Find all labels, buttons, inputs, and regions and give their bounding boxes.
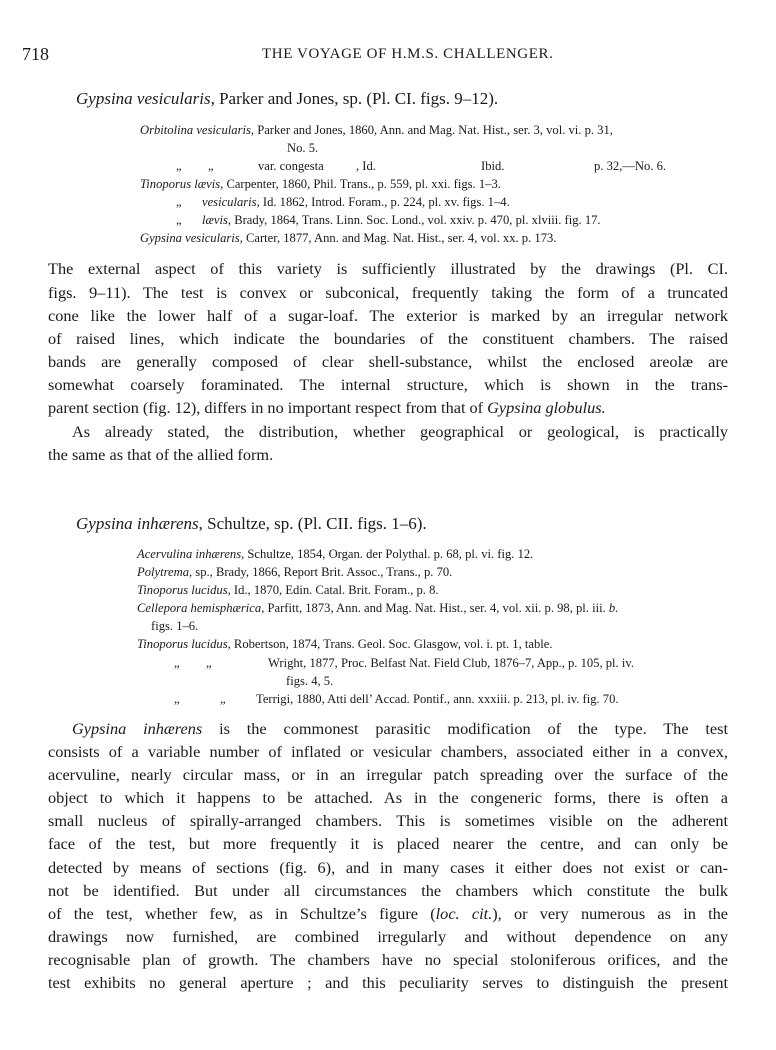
- synonym-name: lævis: [202, 213, 228, 227]
- ditto-mark: „: [176, 159, 182, 173]
- body-line: acervuline, nearly circular mass, or in an irregular patch spreading over the surface of the: [48, 765, 728, 784]
- ditto-mark: „: [208, 159, 214, 173]
- page-number: 718: [22, 44, 49, 64]
- body-line: As already stated, the distribution, whether geographical or geological, is practically: [72, 422, 728, 441]
- synonym-name: Cellepora hemisphærica: [137, 601, 262, 615]
- species-name: Gypsina inhærens: [76, 514, 199, 533]
- synonym-line: [140, 229, 556, 247]
- synonym-line: [140, 121, 613, 139]
- synonym-ref-italic: b.: [608, 601, 619, 615]
- species-heading-inhaerens: [76, 514, 427, 534]
- synonym-name: Tinoporus lucidus: [137, 637, 228, 651]
- synonym-name: Tinoporus lucidus: [137, 583, 228, 597]
- body-line: The external aspect of this variety is sufficiently illustrated by the drawings (Pl. CI.: [48, 259, 728, 278]
- synonym-name: Tinoporus lævis: [140, 177, 221, 191]
- synonym-ref: , Robertson, 1874, Trans. Geol. Soc. Glasgow, vol. i. pt. 1, table.: [227, 637, 553, 651]
- synonym-line: [137, 545, 533, 563]
- synonym-name: Polytrema: [137, 565, 189, 579]
- synonym-ref: , Brady, 1864, Trans. Linn. Soc. Lond., vol. xxiv. p. 470, pl. xlviii. fig. 17.: [227, 213, 601, 227]
- body-line: small nucleus of spirally-arranged chambers. This is sometimes visible on the adherent: [48, 811, 728, 830]
- synonym-ref: , Id.: [356, 159, 376, 173]
- synonym-line: [137, 635, 553, 653]
- body-text: is the commonest parasitic modification of the type. The test: [202, 719, 729, 738]
- synonym-line: [174, 690, 619, 708]
- synonym-name: Orbitolina vesicularis: [140, 123, 251, 137]
- synonym-ref: , Id. 1862, Introd. Foram., p. 224, pl. xv. figs. 1–4.: [256, 195, 510, 209]
- synonym-line: [287, 139, 318, 157]
- synonym-ref: figs. 4, 5.: [286, 674, 334, 688]
- synonym-page: p. 32,—No. 6.: [594, 159, 667, 173]
- body-line: drawings now furnished, are combined irregularly and without dependence on any: [48, 927, 728, 946]
- synonym-line: [176, 157, 716, 175]
- body-line: [48, 398, 728, 418]
- body-line: cone like the lower half of a sugar-loaf. The exterior is marked by an irregular network: [48, 306, 728, 325]
- body-line: somewhat coarsely foraminated. The internal structure, which is shown in the trans-: [48, 375, 728, 394]
- synonym-line: [174, 654, 634, 672]
- body-line: figs. 9–11). The test is convex or subconical, frequently taking the form of a truncated: [48, 283, 728, 302]
- body-line: not be identified. But under all circumstances the chambers which constitute the bulk: [48, 881, 728, 900]
- synonym-name: var. congesta: [258, 159, 324, 173]
- synonym-line: [286, 672, 333, 690]
- synonym-name: Gypsina vesicularis: [140, 231, 240, 245]
- synonym-ref: , sp., Brady, 1866, Report Brit. Assoc., Trans., p. 70.: [189, 565, 453, 579]
- synonym-ref: Terrigi, 1880, Atti dell’ Accad. Pontif., ann. xxxiii. p. 213, pl. iv. fig. 70.: [256, 692, 619, 706]
- running-head: THE VOYAGE OF H.M.S. CHALLENGER.: [262, 46, 554, 62]
- body-line: test exhibits no general aperture ; and this peculiarity serves to distinguish the present: [48, 973, 728, 992]
- species-ref: Gypsina globulus.: [487, 398, 606, 417]
- body-line: object to which it happens to be attached. As in the congeneric forms, there is often a: [48, 788, 728, 807]
- body-line: detected by means of sections (fig. 6), and in many cases it either does not exist or can-: [48, 858, 728, 877]
- body-line: consists of a variable number of inflated or vesicular chambers, associated either in a convex,: [48, 742, 728, 761]
- body-line: [72, 719, 728, 739]
- synonym-ref: , Carpenter, 1860, Phil. Trans., p. 559, pl. xxi. figs. 1–3.: [220, 177, 501, 191]
- synonym-ref: figs. 1–6.: [151, 619, 199, 633]
- body-line: recognisable plan of growth. The chambers have no special stoloniferous orifices, and the: [48, 950, 728, 969]
- species-name: Gypsina vesicularis: [76, 89, 211, 108]
- ditto-mark: „: [176, 195, 182, 209]
- species-authority: , Parker and Jones, sp. (Pl. CI. figs. 9–12).: [210, 89, 499, 108]
- synonym-name: vesicularis: [202, 195, 257, 209]
- body-line: [48, 904, 728, 924]
- body-line: bands are generally composed of clear shell-substance, whilst the enclosed areolæ are: [48, 352, 728, 371]
- synonym-ref: , Parfitt, 1873, Ann. and Mag. Nat. Hist., ser. 4, vol. xii. p. 98, pl. iii.: [261, 601, 609, 615]
- ibid: Ibid.: [481, 159, 505, 173]
- species-ref: Gypsina inhærens: [72, 719, 203, 738]
- species-heading-vesicularis: [76, 89, 498, 109]
- synonym-ref: , Carter, 1877, Ann. and Mag. Nat. Hist., ser. 4, vol. xx. p. 173.: [239, 231, 557, 245]
- synonym-line: [151, 617, 198, 635]
- synonym-line: [137, 599, 618, 617]
- ditto-mark: „: [206, 656, 212, 670]
- synonym-ref: , Schultze, 1854, Organ. der Polythal. p. 68, pl. vi. fig. 12.: [241, 547, 534, 561]
- synonym-ref: , Parker and Jones, 1860, Ann. and Mag. Nat. Hist., ser. 3, vol. vi. p. 31,: [250, 123, 613, 137]
- synonym-line: [140, 175, 501, 193]
- synonym-line: [137, 581, 439, 599]
- body-line: of raised lines, which indicate the boundaries of the constituent chambers. The raised: [48, 329, 728, 348]
- ditto-mark: „: [220, 692, 226, 706]
- body-line: the same as that of the allied form.: [48, 445, 274, 464]
- ditto-mark: „: [176, 213, 182, 227]
- synonym-ref: , Id., 1870, Edin. Catal. Brit. Foram., p. 8.: [227, 583, 439, 597]
- synonym-ref: No. 5.: [287, 141, 319, 155]
- citation: loc. cit.: [435, 904, 493, 923]
- body-text: parent section (fig. 12), differs in no important respect from that of: [48, 398, 488, 417]
- ditto-mark: „: [174, 656, 180, 670]
- synonym-name: Acervulina inhærens: [137, 547, 242, 561]
- synonym-ref: Wright, 1877, Proc. Belfast Nat. Field Club, 1876–7, App., p. 105, pl. iv.: [268, 656, 634, 670]
- body-line: face of the test, but more frequently it is placed nearer the centre, and can only be: [48, 834, 728, 853]
- synonym-line: [176, 211, 601, 229]
- synonym-line: [137, 563, 452, 581]
- ditto-mark: „: [174, 692, 180, 706]
- synonym-line: [176, 193, 510, 211]
- body-text: of the test, whether few, as in Schultze’s figure (: [48, 904, 436, 923]
- body-text: ), or very numerous as in the: [492, 904, 729, 923]
- species-authority: , Schultze, sp. (Pl. CII. figs. 1–6).: [198, 514, 427, 533]
